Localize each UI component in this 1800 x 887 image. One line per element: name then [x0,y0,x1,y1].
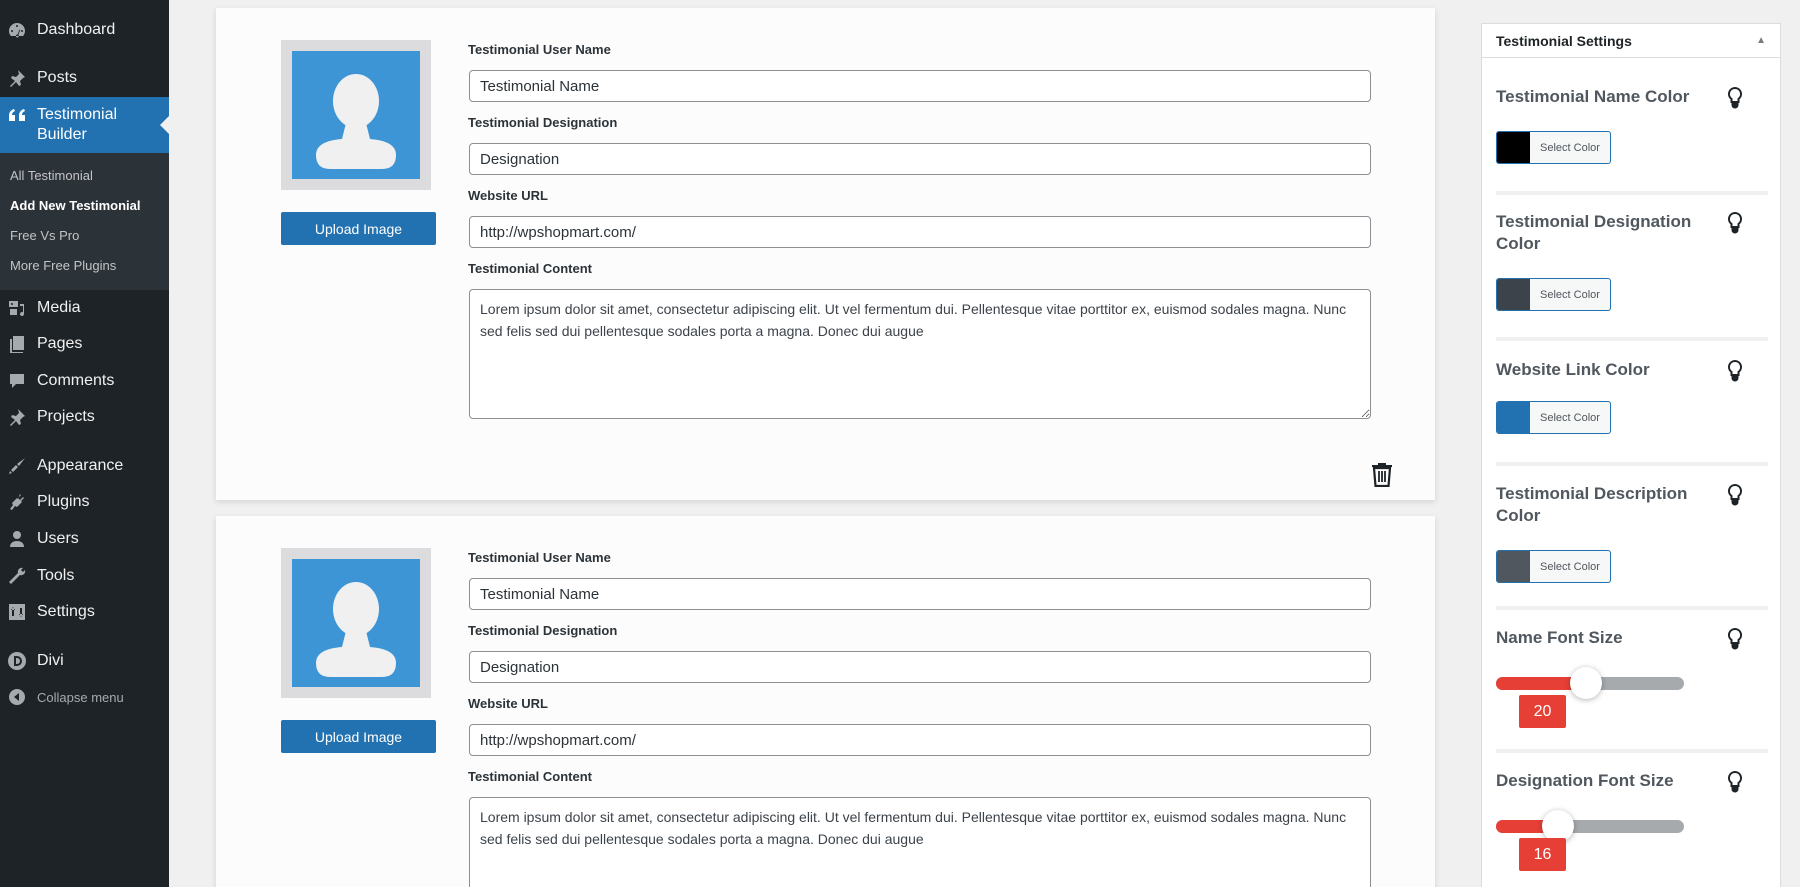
lightbulb-icon[interactable] [1726,86,1744,110]
sidebar-item-media[interactable]: Media [0,291,169,325]
dashboard-icon [6,19,28,41]
divider [1496,337,1768,341]
name-color-picker-button[interactable]: Select Color [1496,131,1611,164]
designation-label: Testimonial Designation [468,623,618,638]
website-link-color-setting [1496,359,1768,439]
upload-image-button[interactable]: Upload Image [281,212,436,245]
quote-icon [6,105,28,127]
sidebar-item-comments[interactable]: Comments [0,364,169,398]
sidebar-item-divi[interactable]: Divi [0,644,169,678]
user-name-input[interactable] [469,578,1371,610]
designation-color-picker-button[interactable]: Select Color [1496,278,1611,311]
comment-icon [6,370,28,392]
sidebar-item-settings[interactable]: Settings [0,595,169,629]
sidebar-item-pages[interactable]: Pages [0,327,169,361]
website-url-label: Website URL [468,696,548,711]
testimonial-submenu [0,153,169,290]
description-color-setting [1496,483,1768,583]
description-color-picker-button[interactable]: Select Color [1496,550,1611,583]
user-name-input[interactable] [469,70,1371,102]
content-label: Testimonial Content [468,769,592,784]
content-textarea[interactable] [469,289,1371,419]
brush-icon [6,455,28,477]
lightbulb-icon[interactable] [1726,770,1744,794]
designation-font-size-slider[interactable] [1496,820,1684,833]
divider [1496,749,1768,753]
setting-label: Testimonial Designation Color [1496,212,1692,253]
settings-icon [6,601,28,623]
plugin-icon [6,491,28,513]
website-url-input[interactable] [469,724,1371,756]
admin-sidebar [0,0,169,887]
sidebar-item-posts[interactable]: Posts [0,61,169,95]
submenu-more-free-plugins[interactable]: More Free Plugins [10,258,117,273]
user-silhouette-icon [292,559,420,687]
designation-font-size-setting [1496,770,1768,880]
sidebar-item-users[interactable]: Users [0,522,169,556]
avatar-frame [281,40,431,190]
settings-title: Testimonial Settings [1496,32,1632,49]
submenu-all-testimonial[interactable]: All Testimonial [10,168,93,183]
divider [1496,462,1768,466]
setting-label: Name Font Size [1496,628,1623,647]
pin-icon [6,406,28,428]
user-name-label: Testimonial User Name [468,42,611,57]
content-textarea[interactable] [469,797,1371,887]
slider-value-badge: 20 [1519,695,1566,728]
website-link-color-picker-button[interactable]: Select Color [1496,401,1611,434]
slider-thumb[interactable] [1570,667,1602,699]
divi-icon [6,650,28,672]
wrench-icon [6,565,28,587]
website-url-input[interactable] [469,216,1371,248]
name-font-size-slider[interactable] [1496,677,1684,690]
testimonial-settings-panel [1481,23,1781,887]
name-color-setting [1496,86,1768,166]
website-url-label: Website URL [468,188,548,203]
sidebar-item-plugins[interactable]: Plugins [0,485,169,519]
lightbulb-icon[interactable] [1726,483,1744,507]
sidebar-item-tools[interactable]: Tools [0,559,169,593]
lightbulb-icon[interactable] [1726,359,1744,383]
testimonial-card-1 [216,8,1435,500]
color-swatch [1497,132,1530,163]
avatar-placeholder [292,559,420,687]
setting-label: Designation Font Size [1496,771,1674,790]
submenu-free-vs-pro[interactable]: Free Vs Pro [10,228,80,243]
avatar-frame [281,548,431,698]
divider [1496,606,1768,610]
avatar-placeholder [292,51,420,179]
designation-input[interactable] [469,651,1371,683]
slider-value-badge: 16 [1519,838,1566,871]
setting-label: Testimonial Description Color [1496,484,1688,525]
setting-label: Testimonial Name Color [1496,87,1690,106]
color-swatch [1497,551,1530,582]
submenu-add-new-testimonial[interactable]: Add New Testimonial [10,198,141,213]
upload-image-button[interactable]: Upload Image [281,720,436,753]
collapse-menu-button[interactable]: Collapse menu [0,680,169,714]
designation-color-setting [1496,211,1768,311]
sidebar-item-testimonial-builder[interactable]: Testimonial Builder [0,97,169,153]
content-label: Testimonial Content [468,261,592,276]
sidebar-item-projects[interactable]: Projects [0,400,169,434]
collapse-panel-icon[interactable]: ▲ [1756,35,1766,46]
user-silhouette-icon [292,51,420,179]
testimonial-card-2 [216,516,1435,887]
designation-label: Testimonial Designation [468,115,618,130]
sidebar-item-dashboard[interactable]: Dashboard [0,13,169,47]
user-name-label: Testimonial User Name [468,550,611,565]
lightbulb-icon[interactable] [1726,627,1744,651]
designation-input[interactable] [469,143,1371,175]
sidebar-item-appearance[interactable]: Appearance [0,449,169,483]
trash-icon[interactable] [1370,461,1394,487]
divider [1496,191,1768,195]
name-font-size-setting [1496,627,1768,737]
settings-header[interactable] [1482,24,1780,58]
user-icon [6,528,28,550]
pin-icon [6,67,28,89]
color-swatch [1497,402,1530,433]
collapse-arrow-icon [6,686,28,708]
pages-icon [6,333,28,355]
color-swatch [1497,279,1530,310]
lightbulb-icon[interactable] [1726,211,1744,235]
media-icon [6,297,28,319]
setting-label: Website Link Color [1496,360,1650,379]
